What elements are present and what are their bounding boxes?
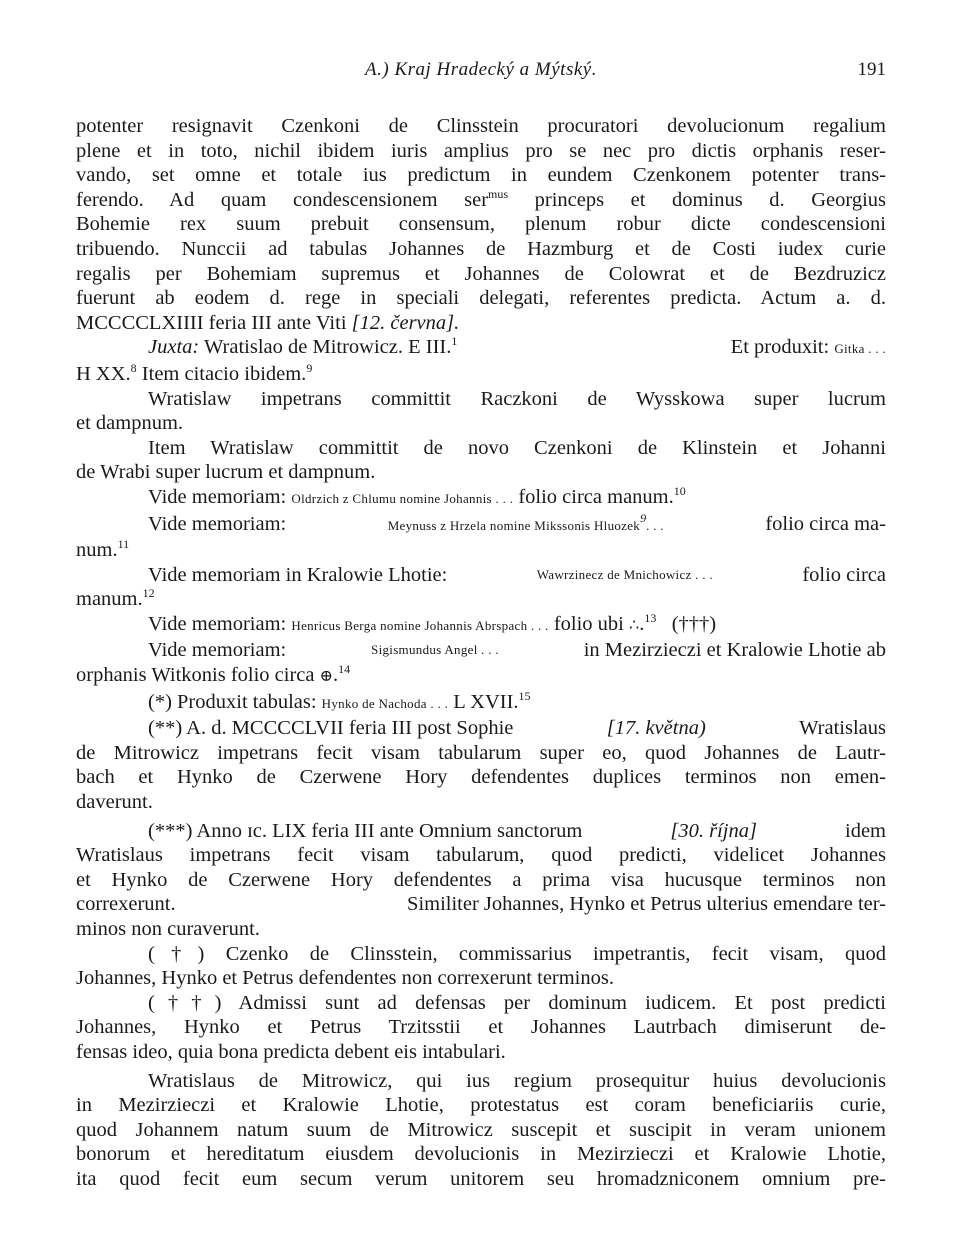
text-line: bonorum et hereditatum eiusdem devolucionis in Mezirzieczi et Kralowie Lhotie, — [76, 1143, 886, 1166]
footnote-ref: 1 — [451, 334, 458, 349]
text-line: fensas ideo, quia bona predicta debent eis intabulari. — [76, 1040, 506, 1063]
footnote-ref: 13 — [644, 610, 657, 625]
text-line — [76, 638, 886, 663]
running-title: A.) Kraj Hradecký a Mýtský. — [365, 59, 597, 80]
text-line — [76, 892, 886, 917]
text-line: plene et in toto, nichil ibidem iuris amplius pro se nec pro dictis orphanis reser- — [76, 139, 886, 162]
text-line — [76, 690, 886, 717]
small-name: Hynko de Nachoda . . . — [321, 695, 449, 711]
text-line: quod Johannem natum suum de Mitrowicz suscepit et suscipit in veram unionem — [76, 1118, 886, 1141]
dagger-mark: (†††) — [671, 612, 717, 635]
dots-symbol: ∴ — [629, 616, 640, 634]
text-line: Wratislaus de Mitrowicz, qui ius regium prosequitur huius devolucionis — [148, 1069, 886, 1092]
text-segment: H XX. — [76, 362, 131, 385]
text-line — [76, 563, 886, 588]
juxta-label: Juxta: — [148, 336, 200, 359]
text-line: et dampnum. — [76, 412, 184, 435]
date-note: [30. října] — [670, 819, 757, 842]
text-line — [76, 512, 886, 539]
text-segment: L XVII. — [453, 690, 519, 713]
text-line — [76, 485, 886, 512]
footnote-ref: 9 — [640, 510, 647, 525]
text-segment: Et produxit: — [730, 336, 830, 359]
page-number: 191 — [857, 59, 886, 80]
text-line: Johannes, Hynko et Petrus defendentes non correxerunt terminos. — [76, 967, 614, 990]
text-segment: Vide memoriam: — [148, 612, 287, 635]
text-line — [76, 819, 886, 844]
text-segment: correxerunt. — [76, 893, 176, 916]
juxta-entry — [148, 335, 457, 362]
footnote-ref: 12 — [142, 586, 155, 601]
date-note: [17. května) — [606, 717, 706, 740]
text-line — [76, 362, 886, 387]
text-line: Wratislaw impetrans committit Raczkoni de Wysskowa super lucrum — [148, 387, 886, 410]
produxit-entry — [731, 335, 886, 362]
text-segment: Item citacio ibidem. — [141, 362, 307, 385]
text-line — [76, 188, 886, 213]
text-line: in Mezirzieczi et Kralowie Lhotie, protestatus est coram beneficiariis curie, — [76, 1094, 886, 1117]
footnote-ref: 11 — [117, 537, 130, 552]
small-name: Sigismundus Angel . . . — [371, 642, 499, 658]
text-segment: num. — [76, 539, 118, 562]
text-segment: Wratislaus — [799, 717, 886, 740]
text-segment: in Mezirzieczi et Kralowie Lhotie ab — [583, 639, 886, 662]
text-segment: (*) Produxit tabulas: — [148, 690, 317, 713]
superscript: mus — [488, 186, 509, 201]
text-line — [76, 612, 886, 639]
small-name: Wawrzinecz de Mnichowicz . . . — [536, 566, 713, 582]
text-segment: orphanis Witkonis folio circa — [76, 664, 315, 687]
text-segment: idem — [845, 819, 886, 842]
text-line: bach et Hynko de Czerwene Hory defendentes duplices terminos non emen- — [76, 766, 886, 789]
text-line — [76, 587, 886, 612]
text-segment: Similiter Johannes, Hynko et Petrus ulterius emendare ter- — [407, 893, 886, 916]
text-line — [76, 335, 886, 362]
ellipsis: . . . — [646, 517, 664, 533]
text-segment: Vide memoriam: — [148, 639, 287, 662]
text-line: fuerunt ab eodem d. rege in speciali delegati, referentes predicta. Actum a. d. — [76, 287, 886, 310]
text-segment: (***) Anno ɪc. LIX feria III ante Omnium sanctorum — [148, 819, 583, 842]
small-name: Meynuss z Hrzela nomine Mikssonis Hluozek — [387, 517, 641, 533]
text-line: de Wrabi super lucrum et dampnum. — [76, 461, 376, 484]
text-line — [76, 716, 886, 741]
date-note: [12. června]. — [351, 311, 460, 334]
small-name: Oldrzich z Chlumu nomine Johannis . . . — [291, 490, 514, 506]
text-line: et Hynko de Czerwene Hory defendentes a prima visa hucusque terminos non — [76, 868, 886, 891]
text-line: Item Wratislaw committit de novo Czenkoni de Klinstein et Johanni — [148, 436, 886, 459]
text-line: potenter resignavit Czenkoni de Clinsstein procuratori devolucionum regalium — [76, 115, 886, 137]
text-segment: Vide memoriam: — [148, 485, 287, 508]
text-segment: folio circa ma- — [765, 512, 886, 535]
text-line: Johannes, Hynko et Petrus Trzitsstii et Johannes Lautrbach dimiserunt de- — [76, 1016, 886, 1039]
text-line: Wratislaus impetrans fecit visam tabularum, quod predicti, videlicet Johannes — [76, 844, 886, 867]
text-line: ita quod fecit eum secum verum unitorem seu hromadzniconem omnium pre- — [76, 1167, 886, 1190]
text-line: (†) Czenko de Clinsstein, commissarius impetrantis, fecit visam, quod — [148, 942, 886, 965]
footnote-ref: 8 — [130, 360, 137, 375]
footnote-ref: 14 — [338, 662, 351, 677]
text-line: daverunt. — [76, 791, 153, 814]
text-segment: folio circa manum. — [518, 485, 674, 508]
text-line — [76, 663, 886, 690]
cross-circle-symbol: ⊕ — [319, 668, 334, 686]
text-segment: Wratislao de Mitrowicz. E III. — [204, 336, 452, 359]
small-name: Gitka . . . — [834, 341, 886, 357]
page-header — [76, 58, 886, 84]
text-line: de Mitrowicz impetrans fecit visam tabularum super eo, quod Johannes de Lautr- — [76, 741, 886, 764]
text-line: (††) Admissi sunt ad defensas per dominum iudicem. Et post predicti — [148, 991, 886, 1014]
text-segment: princeps et dominus d. Georgius — [534, 188, 886, 211]
text-line: regalis per Bohemiam supremus et Johannes de Colowrat et de Bezdruzicz — [76, 262, 886, 285]
text-segment: (**) A. d. MCCCCLVII feria III post Sophie — [148, 717, 514, 740]
text-segment: folio circa — [802, 563, 886, 586]
text-segment: . — [639, 612, 645, 635]
text-line: vando, set omne et totale ius predictum in eundem Czenkonem potenter trans- — [76, 164, 886, 187]
text-segment: . — [333, 664, 339, 687]
text-segment: ferendo. Ad quam condescensionem ser — [76, 188, 489, 211]
text-segment: Vide memoriam: — [148, 512, 287, 535]
text-line: minos non curaverunt. — [76, 918, 260, 940]
document-page — [76, 58, 886, 1192]
text-line: tribuendo. Nunccii ad tabulas Johannes de Hazmburg et de Costi iudex curie — [76, 237, 886, 260]
text-line: Bohemie rex suum prebuit consensum, plenum robur dicte condescensioni — [76, 213, 886, 236]
footnote-ref: 10 — [673, 483, 686, 498]
text-segment — [388, 512, 664, 539]
text-line — [76, 538, 886, 563]
text-segment: Vide memoriam in Kralowie Lhotie: — [148, 563, 448, 586]
text-line — [76, 311, 886, 336]
text-segment: folio ubi — [553, 612, 624, 635]
footnote-ref: 15 — [518, 688, 531, 703]
footnote-ref: 9 — [306, 360, 313, 375]
text-segment: MCCCCLXIIII feria III ante Viti — [76, 311, 347, 334]
small-name: Henricus Berga nomine Johannis Abrspach . . . — [291, 617, 549, 633]
text-segment: manum. — [76, 588, 143, 611]
